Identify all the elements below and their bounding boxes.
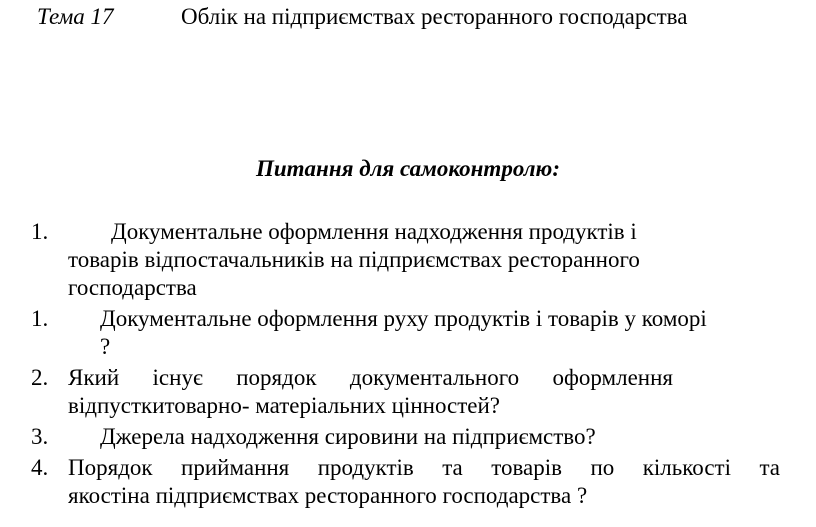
item-text-line: Джерела надходження сировини на підприємство? <box>100 424 596 449</box>
item-text-line: Документальне оформлення руху продуктів і товарів у коморі <box>100 306 707 331</box>
question-list <box>31 218 813 513</box>
list-item <box>31 423 813 451</box>
section-heading: Питання для самоконтролю: <box>255 156 560 181</box>
list-item <box>31 454 813 510</box>
item-text-line: якостіна підприємствах ресторанного господарства ? <box>68 483 588 508</box>
item-text-line: ? <box>100 334 111 359</box>
item-number: 2. <box>31 365 49 390</box>
topic-title: Облік на підприємствах ресторанного господарства <box>181 4 688 29</box>
item-text-line: Який існує порядок документального оформлення <box>68 365 673 390</box>
item-number: 4. <box>31 455 49 480</box>
list-item <box>31 218 813 302</box>
item-text-line: Документальне оформлення надходження продуктів і <box>111 219 637 244</box>
item-number: 3. <box>31 424 49 449</box>
item-number: 1. <box>31 306 49 331</box>
list-item <box>31 305 813 361</box>
list-item <box>31 364 813 420</box>
item-text-line: товарів відпостачальників на підприємствах ресторанного <box>68 247 640 272</box>
item-text-line: Порядок приймання продуктів та товарів по кількості та <box>68 455 780 480</box>
item-text-line: господарства <box>68 275 197 300</box>
item-text-line: відпусткитоварно- матеріальних цінностей? <box>68 393 501 418</box>
item-number: 1. <box>31 219 49 244</box>
slide-header <box>37 2 687 32</box>
topic-label: Тема 17 <box>37 4 114 29</box>
